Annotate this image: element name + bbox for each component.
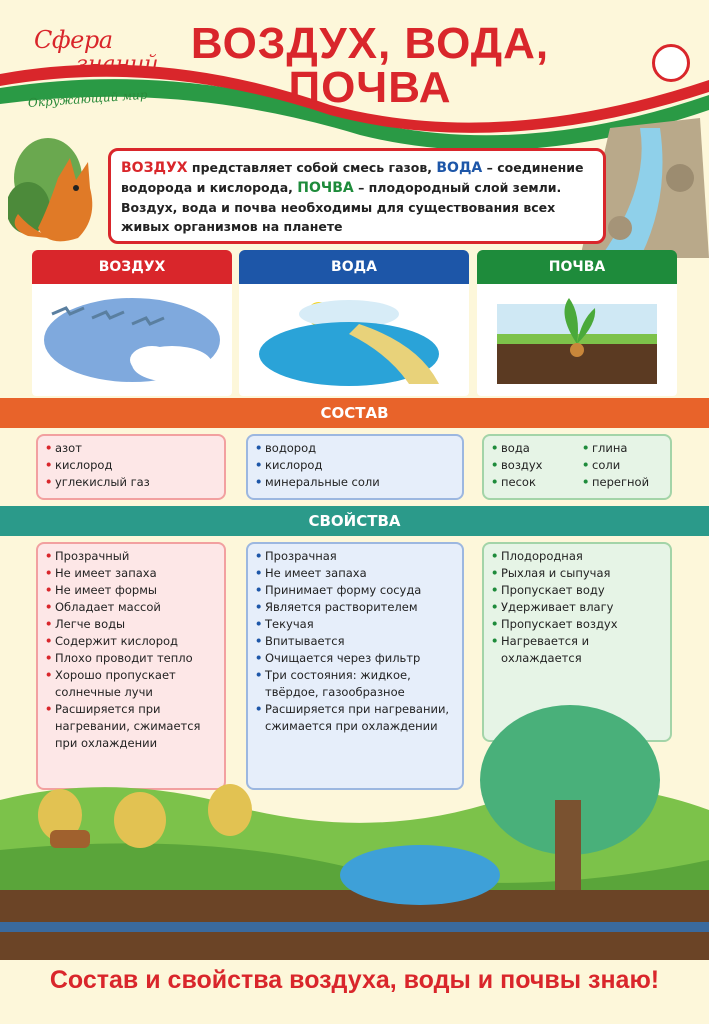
publisher-badge-icon	[652, 44, 690, 82]
logo-text-line2: знаний	[76, 52, 159, 77]
composition-item: • водород	[255, 440, 455, 457]
intro-text-3: – плодородный слой земли. Воздух, вода и почва необходимы для существования всех живых организмов на планете	[121, 180, 562, 234]
composition-item: • азот	[45, 440, 217, 457]
soil-plant-illustration	[477, 284, 677, 396]
soil-picture-pane	[477, 284, 677, 396]
column-header-soil: ПОЧВА	[477, 250, 677, 284]
composition-item: • углекислый газ	[45, 474, 217, 491]
composition-item: • минеральные соли	[255, 474, 455, 491]
property-item: • Нагревается и охлаждается	[491, 633, 663, 667]
composition-air-list	[45, 440, 217, 491]
composition-item: • песок	[491, 474, 572, 491]
title-line1: ВОЗДУХ, ВОДА,	[190, 19, 550, 68]
air-picture-pane	[32, 284, 232, 396]
composition-air-box	[36, 434, 226, 500]
title-line2: ПОЧВА	[288, 63, 452, 112]
property-item: • Хорошо пропускает солнечные лучи	[45, 667, 217, 701]
property-item: • Не имеет формы	[45, 582, 217, 599]
property-item: • Прозрачный	[45, 548, 217, 565]
property-item: • Расширяется при нагревании, сжимается при охлаждении	[45, 701, 217, 752]
composition-item: • кислород	[255, 457, 455, 474]
property-item: • Принимает форму сосуда	[255, 582, 455, 599]
intro-box	[108, 148, 606, 244]
composition-soil-list-left	[491, 440, 572, 494]
intro-text-1: представляет собой смесь газов,	[187, 160, 437, 175]
composition-item: • глина	[582, 440, 663, 457]
section-bar-properties: СВОЙСТВА	[0, 506, 709, 536]
footer-slogan: Состав и свойства воздуха, воды и почвы знаю!	[49, 966, 660, 994]
brand-logo	[28, 24, 158, 84]
column-header-air: ВОЗДУХ	[32, 250, 232, 284]
property-item: • Является растворителем	[255, 599, 455, 616]
water-sea-illustration	[239, 284, 469, 396]
subject-tag: Окружающий мир	[27, 87, 148, 110]
property-item: • Рыхлая и сыпучая	[491, 565, 663, 582]
composition-item: • кислород	[45, 457, 217, 474]
composition-item: • воздух	[491, 457, 572, 474]
composition-item: • перегной	[582, 474, 663, 491]
air-sky-illustration	[32, 284, 232, 396]
composition-soil-list-right	[582, 440, 663, 494]
property-item: • Удерживает влагу	[491, 599, 663, 616]
landscape-illustration	[0, 700, 709, 960]
property-item: • Легче воды	[45, 616, 217, 633]
property-item: • Плодородная	[491, 548, 663, 565]
property-item: • Плохо проводит тепло	[45, 650, 217, 667]
composition-item: • вода	[491, 440, 572, 457]
property-item: • Расширяется при нагревании, сжимается при охлаждении	[255, 701, 455, 735]
composition-water-list	[255, 440, 455, 491]
intro-keyword-soil: ПОЧВА	[297, 180, 354, 196]
water-picture-pane	[239, 284, 469, 396]
composition-item: • соли	[582, 457, 663, 474]
property-item: • Текучая	[255, 616, 455, 633]
intro-text-2: – соединение водорода и кислорода,	[121, 160, 584, 195]
fox-illustration	[8, 118, 112, 258]
property-item: • Содержит кислород	[45, 633, 217, 650]
composition-soil-box	[482, 434, 672, 500]
property-item: • Не имеет запаха	[45, 565, 217, 582]
property-item: • Не имеет запаха	[255, 565, 455, 582]
logo-text-line1: Сфера	[34, 26, 113, 54]
property-item: • Обладает массой	[45, 599, 217, 616]
intro-keyword-air: ВОЗДУХ	[121, 160, 188, 176]
property-item: • Очищается через фильтр	[255, 650, 455, 667]
properties-soil-list	[491, 548, 663, 667]
property-item: • Три состояния: жидкое, твёрдое, газообразное	[255, 667, 455, 701]
intro-keyword-water: ВОДА	[436, 160, 483, 176]
property-item: • Пропускает воду	[491, 582, 663, 599]
section-bar-composition: СОСТАВ	[0, 398, 709, 428]
property-item: • Прозрачная	[255, 548, 455, 565]
property-item: • Впитывается	[255, 633, 455, 650]
page-title	[160, 19, 580, 112]
column-header-water: ВОДА	[239, 250, 469, 284]
property-item: • Пропускает воздух	[491, 616, 663, 633]
composition-water-box	[246, 434, 464, 500]
